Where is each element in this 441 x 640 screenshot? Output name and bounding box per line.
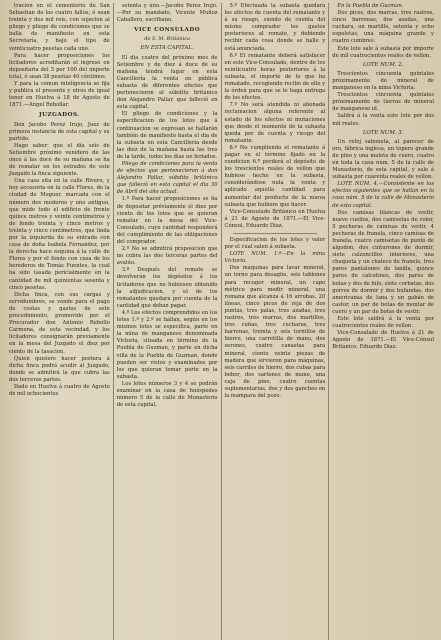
paragraph: Los lotes números 3 y 4 se podrán examinar en la casa de huéspedes número 5 de la calle de Monasterio de esta capital. [116,380,218,409]
paragraph: Vice-Consulado Británico en Huelva á 21 de Agosto de 1871.—El Vice-Cónsul, Eduardo Diaz. [224,208,326,229]
paragraph: El pliego de condiciones y la especificacion de los lotes que á continuacion se expresan se hallarán también de manifiesto hasta el dia de la subasta en esta Cancillería desde las diez de la mañana hasta las tres de la tarde, todos los dias no feriados. [116,111,218,160]
italic-text: LOTE NUM. 1.º—En la mina Victoria. [224,251,326,265]
subsection-heading: EN ESTA CAPITAL. [140,45,194,52]
italic-paragraph [225,251,326,265]
subsection-heading: LOTE NUM. 2. [362,61,404,68]
paragraph: 3.º Después del remate se devolverán los depósitos á los licitadores que no hubiesen obtenido la adjudicacion, y el de los rematantes quedará por cuenta de la cantidad que deban pagar. [116,267,218,309]
paragraph: Trescientos cincuenta quintales próximamente de mineral de manganeso en la mina Victoria. [332,70,434,92]
paragraph: 4.º Los efectos comprendidos en los lotes 1.º y 2.º se hallan, según en los mismos lotes se especifica, parte en la mina de manganeso denominada Victoria, situada en término de la Puebla de Guzman, y parte en dicha villa de la Puebla de Guzman, donde pueden ser vistos y examinados por los que quieran tomar parte en la subasta. [116,309,218,380]
italic-paragraph [332,3,434,10]
text-column-4 [329,3,437,640]
paragraph: Especificacion de los lotes y valor por el cual salen á subasta. [224,237,326,251]
section-heading: JUZGADOS. [39,112,80,119]
paragraph: Este lote saldrá á la venta por cuatrocientos reales de vellon. [332,316,434,330]
paragraph: tración en el cementerio de San Sebastian de los cuatro fallos, ó sean treinta y dos mil reis, con sujecion al pliego y pliego de condiciones que se halla de manifiesto en esta Secretaría, y bajo el tipo de veinticuatro pesetas cada uno. [9,3,110,52]
paragraph: 5.º Efectuada la subasta quedará los efectos de cuenta del rematante y á su riesgo, siendo de cuenta del mismo comprador los gastos posteriores al remate, y debiendo recibir cada cosa donde se halle y está anunciada. [224,3,326,52]
divider-rule [233,233,318,234]
paragraph: Dos picos, dos marras, tres rastros, cinco barrenas, dos azadas, una cuchara, un martillo, setenta y ocho espoletas, una máquina grande y cuatro cumbres. [332,10,434,45]
italic-text: LOTE NÚM. 4.—Consistente en los efectos siguientes que se hallan en la casa núm. 5 de la calle de Monasterio de esta capital. [332,181,434,209]
paragraph: 1.º Para hacer proposiciones se ha de depositar préviamente el diez por ciento de los lotes que se quieran rematar en la mesa del Vice-Consulado, cuyo cantidad responderá del cumplimiento de las obligaciones del comprador. [116,196,218,245]
paragraph: Hago saber: que el dia seis de Setiembre próximo venidero de las once á las doce de su mañana se ha de rematar en los estrados de este Juzgado la finca siguiente. [9,142,110,178]
text-column-2 [114,3,222,640]
paragraph: 6.º El rematante deberá satisfacer en este Vice-Consulado, dentro de los veinticuatro horas posteriores á la subasta, el importe de lo que ha rematado, recogiendo recibo de ello y la órden para que se le haga entrega de los efectos. [224,52,326,102]
paragraph: Quien quisiere hacer postura á dicha finca podrá acudir al Juzgado, donde se admitirá la que cubra las dos terceras partes. [9,355,110,383]
subheading: de S. M. Británica [144,36,190,43]
paragraph: 2.º No se admitirá proposicion que no cubra las dos terceras partes del avalúo. [116,246,218,267]
text-column-1 [6,3,114,640]
paragraph: setenta y uno.—Jacobo Perez Irujo.—Por su mandado, Vicente Muñoz Caballero, escribano. [116,3,218,24]
section-heading: VICE CONSULADO [134,27,201,34]
paragraph: Dado en Huelva á cuatro de Agosto de mil ochocientos [9,383,110,398]
paragraph: 7.º No será atendida ni abonada reclamacion alguna referente al estado de los efectos ni mutaciones que desde el momento de la subasta queda por de cuenta y riesgo del rematante. [224,102,326,144]
italic-paragraph [117,161,218,196]
paragraph: Dos camisas blancas de vestir, nueve cuellos, dos camisetas de color, 5 pecheras de camisas de vestir, 4 pecheras de franela, cinco camisas de franela, cuatro camisetas de punto de algodon, dos cinturones de dormir, siete calzoncillos interiores, una chaqueta y un chaleco de franela, tres pares pantalones de lanilla, quince pares de calcetines, dos pares de botas y dos de hilo, siete corbatas, dos gorros de dormir y dos bufandas, dos americanas de lana y un gabán de castor, un par de botas de montar de cuero y un par de botas de vestir. [332,209,434,315]
paragraph: El dia cuatro del próximo mes de Setiembre y de diez á doce de su mañana tendrá lugar en esta Cancillería la venta en pública subasta de diferentes efectos que pertenecieron al súbdito británico don Alejandro Pallar, que falleció en esta capital. [116,54,218,111]
paragraph: Don Jacobo Perez Irujo, Juez de primera instancia de esta capital y su partido. [9,121,110,142]
paragraph: Para hacer proposiciones los licitadores acreditarán el ingreso en depositaria del 5 por 100 del importe total, ó sean 38 pesetas 40 céntimos. [9,52,110,80]
column-container [6,3,437,640]
paragraph: Una casa sita en la calle Rivero, y hoy accesoria en la calle Flores, de la ciudad de Moguer, marcada con el número dos moderno y uno antiguo, que mide todo el edificio de frente quince metros y veinte centímetros y de fondo treinta y cinco metros y treinta y cinco centímetros, que linda por la izquierda de su entrada con casa de doña Isabela Fernandez, por la derecha hace esquina á la calle de Flores y por el fondo con casa de los herederos de Tomás Fuentes, la cual ha sido tasada pericialmente en la cantidad de mil quinientas sesenta y cinco pesetas. [9,178,110,291]
paragraph: Trescientos cincuenta quintales próximamente de tierras de mineral de manganeso id. [332,92,434,113]
paragraph: Y para la comun inteligencia se fija y publica el presente y otros de igual tenor en Huelva á 18 de Agosto de 1871.—Angel Rebollar. [9,81,110,109]
paragraph: Vice-Consulado de Huelva á 21 de Agosto de 1871.—El Vice-Cónsul Británico, Eduardo Diaz. [332,330,434,351]
italic-text: Pliego de condiciones para la venta de efectos que pertenecieron á don Alejandro Pallar, súbdito británico que falleció en esta capital el dia 30 de Abril del año actual. [116,160,218,196]
paragraph: Dos máquinas para lavar mineral, un torno para desagüe, seis tablones para recoger mineral, un capo métrico para medir mineral, una romana que alcanza á 16 arrobas, 20 líneas, cinco picos de reja de dos puntas, tres palas, tres azadas, tres rastros, tres marras, dos martillos, tres cuñas, tres cucharas, tres barrenas, treinta y seis tornillos de hierro, una carretilla de mano, dos serones, cuatro canastas para mineral, ciento veinte piezas de madera que sirvieron para máquinas, seis carriles de hierro, dos cubas para beber, dos sartenes de mano, una caja de pino, cuatro cuentas suplementarias, dos y dos ganchos en la mampara del pozo. [224,265,326,400]
subsection-heading: LOTE NUM. 3. [362,129,404,136]
paragraph: Dicha finca, con sus cargas y servidumbres, se vende para el pago de costas y gastos de este procedimiento, promovido por el Procurador don Antonio Rebollo Carmona, de esta vecindad, y los licitadores consignarán previamente en la mesa del Juzgado el diez por ciento de la tasacion. [9,291,110,355]
paragraph: Un reloj saboneta, al parecer de oro, fábrica inglesa, un topero grande de pino y una maleta de cuero, cuatro en toda la casa núm. 5 de la calle de Monasterio, de esta capital, y sale á subasta por cuarenta reales de vellon. [332,138,434,181]
paragraph: 8.º No cumpliendo el rematante á pagar en el término fijado en la condicion 6.ª perderá el depósito de los trescientos reales de vellon que hubiese hecho en la subasta, considerándose nula la venta y aplicado aquella cantidad para aumentar del producto de la nueva subasta que hubiere que hacer. [224,144,326,208]
paragraph: Este lote sale á subasta por importe de mil cuatrocientos reales de vellon. [332,45,434,59]
italic-text: En la Puebla de Guzman. [337,3,404,9]
paragraph: Saldrá á la venta este lote por dos mil reales. [332,113,434,127]
italic-paragraph [332,181,434,209]
text-column-3 [222,3,330,640]
